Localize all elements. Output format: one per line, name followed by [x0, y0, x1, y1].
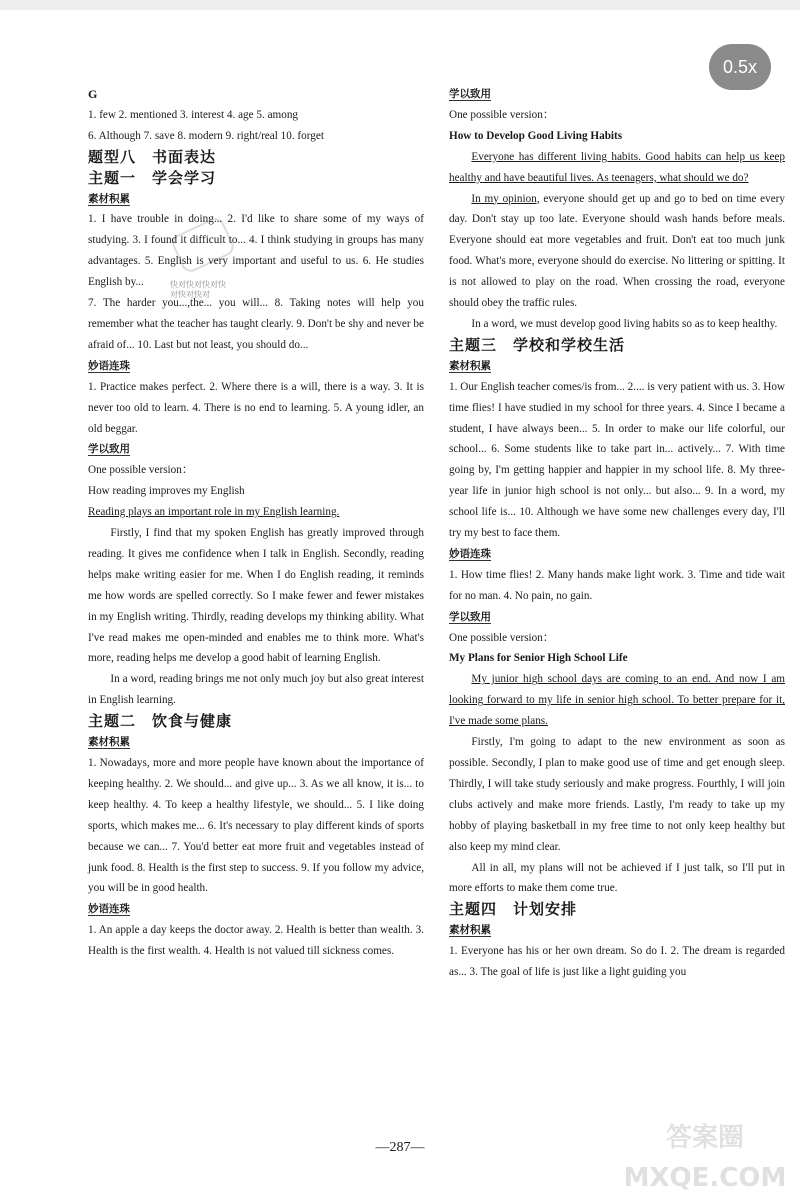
topic-4-material-label: 素材积累: [449, 924, 491, 937]
topic-1-version: One possible version：: [88, 464, 194, 477]
topic-3-essay-title: My Plans for Senior High School Life: [449, 652, 628, 665]
site-watermark: 答案圈 MXQE.COM: [623, 1123, 787, 1193]
topic-2-material-label: 素材积累: [88, 736, 130, 749]
topic-2-heading: 主题二 饮食与健康: [88, 712, 233, 731]
topic-2-version: One possible version：: [449, 108, 555, 121]
g-answers-line-1: 1. few 2. mentioned 3. interest 4. age 5. among: [88, 108, 299, 121]
section-g-heading: G: [88, 87, 98, 101]
topic-1-heading: 主题一 学会学习: [88, 168, 217, 187]
topic-1-essay-paragraph-2: In a word, reading brings me not only much joy but also great interest in English learning.: [88, 673, 424, 707]
topic-3-essay-intro: My junior high school days are coming to an end. And now I am looking forward to my life in senior high school. To better prepare for it, I've made some plans.: [449, 673, 785, 728]
topic-3-version: One possible version：: [449, 631, 555, 644]
topic-1-apply-label: 学以致用: [88, 443, 130, 456]
topic-3-phrases: 1. How time flies! 2. Many hands make light work. 3. Time and tide wait for no man. 4. No pain, no gain.: [449, 568, 785, 602]
topic-2-essay-paragraph-1: In my opinion, everyone should get up and go to bed on time every day. Don't stay up too late. Everyone should wash hands before meals. Everyone should eat more vegetables and fruit. Don't eat too much junk food. What's more, everyone should do exercise. No littering or spitting. It is not allowed to play on the road. When crossing the road, everyone should obey the traffic rules.: [449, 192, 785, 310]
viewer-top-bar: [0, 0, 800, 10]
topic-1-phrase-label: 妙语连珠: [88, 359, 130, 372]
topic-4-material: 1. Everyone has his or her own dream. So do I. 2. The dream is regarded as... 3. The goal of life is just like a light guiding you: [449, 945, 785, 979]
stamp-watermark-text: 快对快对快对快对快对快对: [170, 280, 226, 299]
topic-1-material-2: 7. The harder you...,the... you will... 8. Taking notes will help you remember what the teacher has taught clearly. 9. Don't be shy and never be afraid of... 10. Last but not least, you should do...: [88, 297, 424, 351]
topic-1-phrases: 1. Practice makes perfect. 2. Where there is a will, there is a way. 3. It is never too old to learn. 4. There is no end to learning. 5. A young idler, an old beggar.: [88, 380, 424, 435]
right-column: [449, 84, 785, 983]
topic-1-essay-title: How reading improves my English: [88, 485, 245, 498]
topic-3-essay-paragraph-2: All in all, my plans will not be achieved if I just talk, so I'll put in more efforts to make them come true.: [449, 861, 785, 895]
page-number: —287—: [375, 1140, 425, 1155]
topic-1-material-label: 素材积累: [88, 192, 130, 205]
topic-3-apply-label: 学以致用: [449, 610, 491, 623]
topic-1-essay-paragraph-1: Firstly, I find that my spoken English has greatly improved through reading. It gives me confidence when I talk in English. Secondly, reading helps make writing easier for me. When I do English reading, it reminds me how words are spelled correctly. So I make fewer and fewer mistakes in my English writing. Thirdly, reading develops my thinking ability. What I've read makes me open-minded and enables me to think more. What's more, reading helps me develop a good habit of learning English.: [88, 527, 424, 665]
topic-2-apply-label: 学以致用: [449, 88, 491, 100]
topic-3-essay-paragraph-1: Firstly, I'm going to adapt to the new environment as soon as possible. Secondly, I plan to make good use of time and get enough sleep. Thirdly, I will take study seriously and make progress. Fourthly, I will join clubs actively and make more friends. Lastly, I'm ready to take up my hobby of playing basketball in my free time to not only keep healthy but also keep my mind clear.: [449, 736, 785, 853]
topic-1-essay-subtitle: Reading plays an important role in my English learning.: [88, 506, 340, 519]
topic-2-phrases: 1. An apple a day keeps the doctor away. 2. Health is better than wealth. 3. Health is the first wealth. 4. Health is not valued till sickness comes.: [88, 924, 424, 958]
topic-1-material: 1. I have trouble in doing... 2. I'd like to share some of my ways of studying. 3. I found it difficult to... 4. I think studying in groups has many advantages. 5. English is very important and useful to us. 6. He studies English by...: [88, 213, 424, 289]
left-column: [88, 84, 424, 962]
topic-2-essay-paragraph-2: In a word, we must develop good living habits so as to keep healthy.: [471, 317, 778, 330]
topic-3-heading: 主题三 学校和学校生活: [449, 335, 626, 354]
g-answers-line-2: 6. Although 7. save 8. modern 9. right/real 10. forget: [88, 129, 324, 142]
topic-3-material-label: 素材积累: [449, 359, 491, 372]
topic-3-phrase-label: 妙语连珠: [449, 547, 491, 560]
topic-4-heading: 主题四 计划安排: [449, 900, 578, 919]
zoom-level-badge[interactable]: 0.5x: [709, 44, 771, 90]
topic-2-material: 1. Nowadays, more and more people have known about the importance of keeping healthy. 2. We should... and give up... 3. As we all know, it is... to keep healthy. 4. To keep a healthy lifestyle, we should... 5. I like doing sports, which makes me... 6. It's necessary to play different kinds of sports because we can... 7. You'd better eat more fruit and vegetables instead of junk food. 8. Health is the first step to success. 9. If you follow my advice, you will be in good health.: [88, 757, 424, 895]
topic-2-essay-intro: Everyone has different living habits. Good habits can help us keep healthy and have beautiful lives. As teenagers, what should we do?: [449, 150, 785, 184]
topic-3-material: 1. Our English teacher comes/is from... 2.... is very patient with us. 3. How time flies! I have studied in my school for three years. 4. Since I became a student, I have always been... 5. In order to make our life colorful, our school... 6. Some students like to take part in... actively... 7. With time going by, I'm getting happier and happier in my school life. 8. My three-year life in junior high school is not only... but also... 9. In a word, my school life is... 10. Although we have some new challenges every day, I'll try my best to face them.: [449, 380, 785, 540]
topic-2-essay-title: How to Develop Good Living Habits: [449, 129, 623, 142]
topic-2-opinion-phrase: In my opinion,: [471, 192, 540, 205]
topic-2-phrase-label: 妙语连珠: [88, 903, 130, 916]
question-type-heading: 题型八 书面表达: [88, 147, 217, 166]
